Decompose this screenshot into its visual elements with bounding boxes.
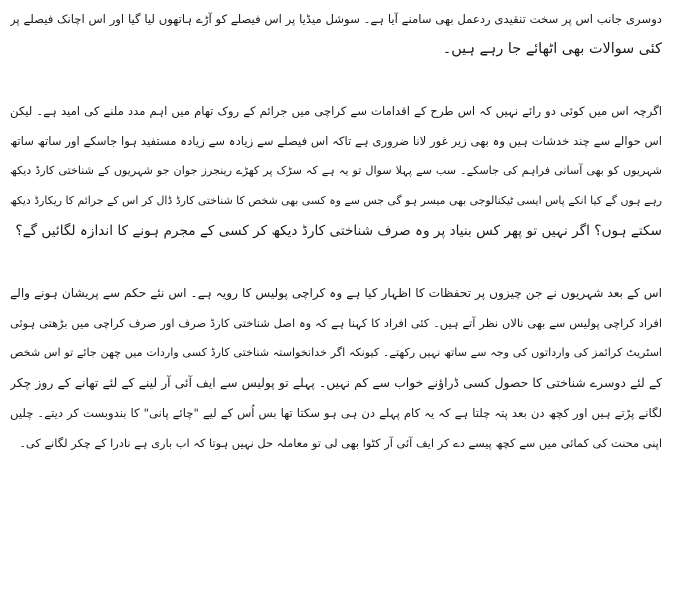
text-line: اس حوالے سے چند خدشات ہیں وہ بھی زیر غور لانا ضروری ہے تاکہ اس فیصلے سے زیادہ سے زیادہ مستفید ہوا جاسکے اور ساتھ ساتھ (10, 134, 662, 148)
text-line: اسٹریٹ کرائمز کی وارداتوں کی وجہ سے ساتھ نہیں رکھتے۔ کیونکہ اگر خدانخواستہ شناختی کارڈ کسی واردات میں چھن جائے تو اس شخص (10, 346, 662, 359)
paragraph-2 (10, 96, 662, 246)
text-line: اپنی محنت کی کمائی میں سے کچھ پیسے دے کر ایف آئی آر کٹوا بھی لی تو معاملہ حل نہیں ہوتا کہ اب باری ہے نادرا کے چکر لگانے کی۔ (19, 436, 662, 450)
text-line: شہریوں کو بھی آسانی فراہم کی جاسکے۔ سب سے پہلا سوال تو یہ ہے کہ سڑک پر کھڑے رینجرز جوان جو شہریوں کے شناختی کارڈ دیکھ (10, 164, 662, 177)
article-body (10, 0, 662, 458)
text-line: اگرچہ اس میں کوئی دو رائے نہیں کہ اس طرح کے اقدامات سے کراچی میں جرائم کے روک تھام میں اہم مدد ملنے کی امید ہے۔ لیکن (10, 104, 662, 118)
paragraph-spacer (10, 64, 662, 96)
paragraph-spacer (10, 246, 662, 278)
text-line: دوسری جانب اس پر سخت تنقیدی ردعمل بھی سامنے آیا ہے۔ سوشل میڈیا پر اس فیصلے کو آڑے ہاتھوں لیا گیا اور اس اچانک فیصلے پر (10, 12, 662, 26)
text-line: رہے ہوں گے کیا انکے پاس ایسی ٹیکنالوجی بھی میسر ہو گی جس سے وہ کسی بھی شخص کا شناختی کارڈ ڈال کر اس کے جرائم کا ریکارڈ دیکھ (10, 194, 662, 207)
text-line: افراد کراچی پولیس سے بھی نالاں نظر آتے ہیں۔ کئی افراد کا کہنا ہے کہ وہ اصل شناختی کارڈ صرف اور صرف کراچی میں بڑھتی ہوئی (10, 316, 662, 330)
paragraph-1 (10, 4, 662, 64)
text-line: کئی سوالات بھی اٹھائے جا رہے ہیں۔ (442, 41, 662, 57)
text-line: سکتے ہوں؟ اگر نہیں تو پھر کس بنیاد پر وہ صرف شناختی کارڈ دیکھ کر کسی کے مجرم ہونے کا اندازہ لگائیں گے؟ (15, 223, 662, 239)
paragraph-3 (10, 278, 662, 458)
text-line: اس کے بعد شہریوں نے جن چیزوں پر تحفظات کا اظہار کیا ہے وہ کراچی پولیس کا رویہ ہے۔ اس نئے حکم سے پریشان ہونے والے (10, 286, 662, 300)
text-line: کے لئے دوسرے شناختی کا حصول کسی ڈراؤنے خواب سے کم نہیں۔ پہلے تو پولیس سے ایف آئی آر لینے کے لئے تھانے کے روز چکر (10, 375, 662, 390)
text-line: لگانے پڑتے ہیں اور کچھ دن بعد پتہ چلتا ہے کہ یہ کام پہلے دن ہی ہو سکتا تھا بس اُس کے لیے "چائے پانی" کا بندوبست کر دیتے۔ چلیں (10, 406, 662, 420)
